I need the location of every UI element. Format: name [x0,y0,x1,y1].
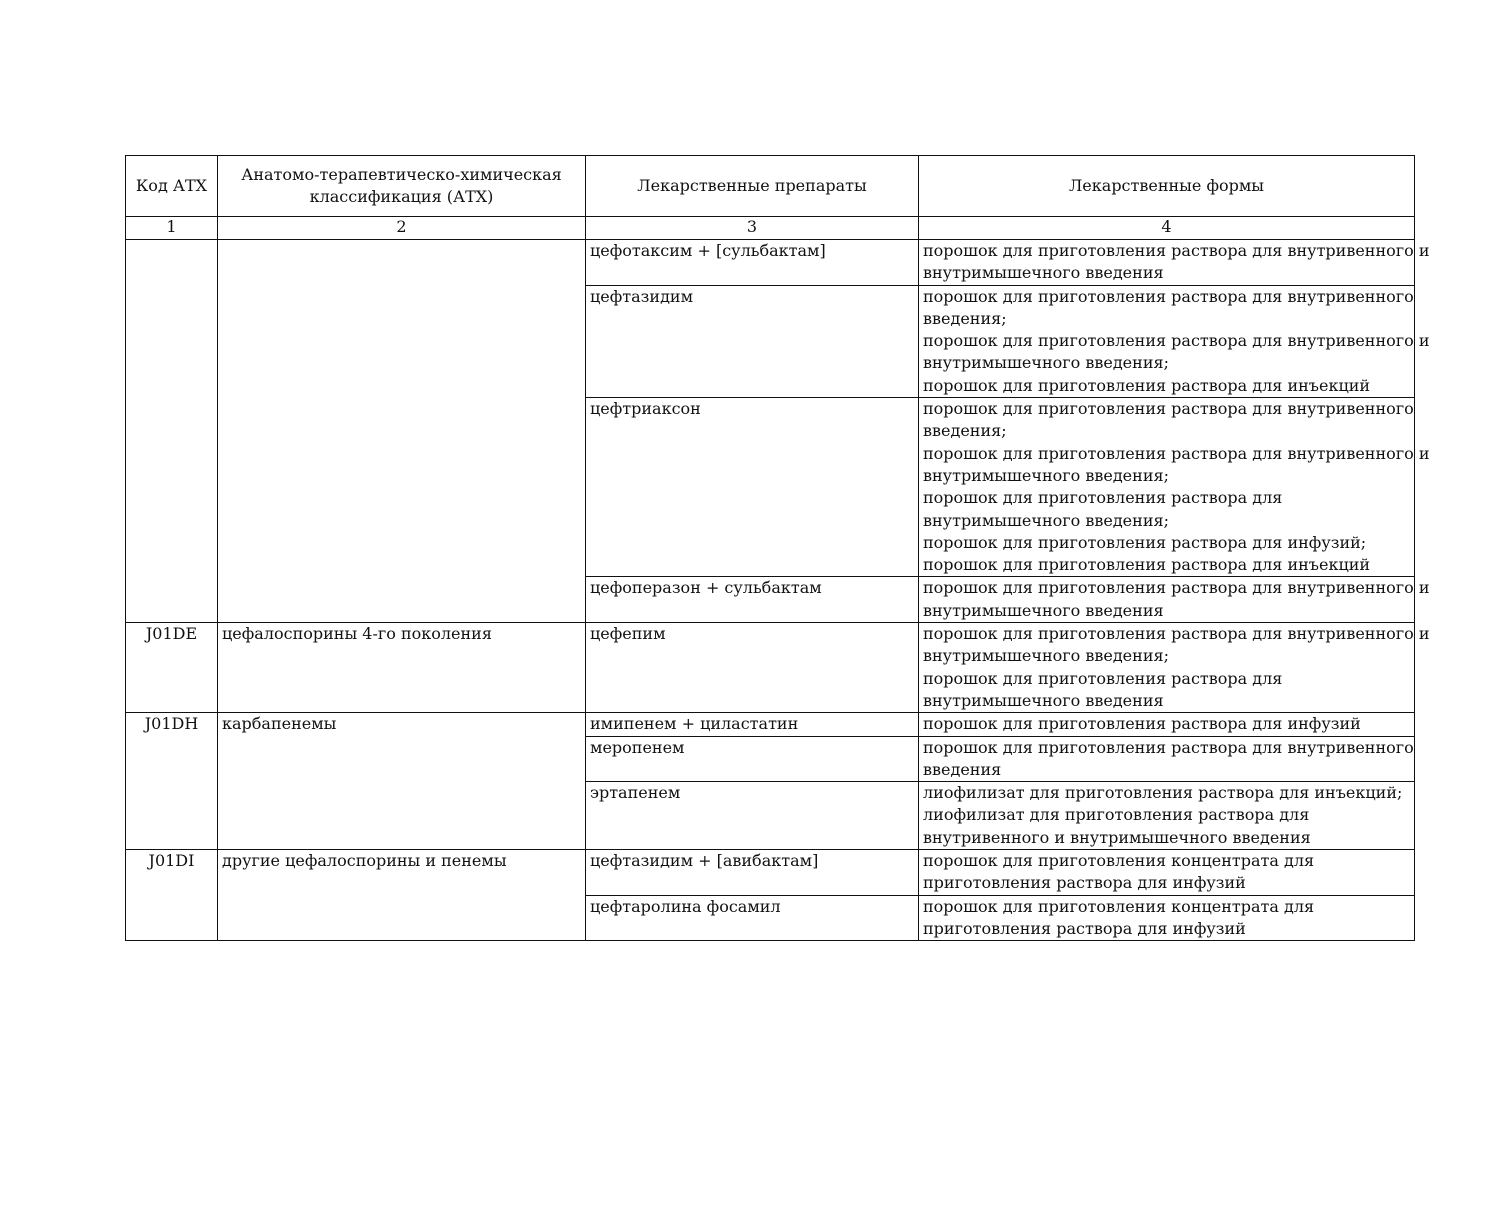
dosage-forms-cell [919,285,1430,397]
column-number: 1 [126,217,218,240]
dosage-form-line: порошок для приготовления концентрата для [923,896,1315,916]
dosage-form-line: внутримышечного введения; [923,646,1169,666]
dosage-form-line: внутримышечного введения [923,690,1164,710]
drug-name-cell: цефотаксим + [сульбактам] [586,240,919,286]
column-number: 3 [586,217,919,240]
dosage-form-line: внутримышечного введения; [923,465,1169,485]
dosage-form-line: порошок для приготовления раствора для инъекций [923,375,1371,395]
dosage-forms-cell [919,895,1415,941]
dosage-form-line: порошок для приготовления раствора для [923,668,1283,688]
drug-name-cell: цефтазидим + [авибактам] [586,850,919,896]
dosage-form-line: введения; [923,308,1007,328]
dosage-form-line: порошок для приготовления раствора для [923,488,1283,508]
header-classification: Анатомо-терапевтическо-химическая классификация (АТХ) [218,156,586,217]
dosage-forms-cell [919,850,1415,896]
dosage-form-line: внутривенного и внутримышечного введения [923,827,1311,847]
dosage-form-line: внутримышечного введения [923,600,1164,620]
dosage-form-line: лиофилизат для приготовления раствора для [923,805,1310,825]
header-drugs: Лекарственные препараты [586,156,919,217]
dosage-forms-cell [919,713,1415,736]
dosage-form-line: порошок для приготовления раствора для инъекций [923,555,1371,575]
drug-name-cell: цефтриаксон [586,398,919,577]
table-row [126,240,1415,286]
atx-classification-cell: другие цефалоспорины и пенемы [218,850,586,941]
drug-name-cell: эртапенем [586,782,919,850]
dosage-form-line: порошок для приготовления раствора для внутривенного [923,286,1414,306]
table-row [126,850,1415,896]
dosage-form-line: лиофилизат для приготовления раствора для инъекций; [923,783,1403,803]
table-row [126,713,1415,736]
dosage-forms-cell [919,240,1430,286]
dosage-forms-cell [919,736,1415,782]
dosage-form-line: порошок для приготовления концентрата для [923,851,1315,871]
dosage-form-line: порошок для приготовления раствора для инфузий; [923,532,1367,552]
dosage-form-line: порошок для приготовления раствора для внутривенного и [923,241,1430,260]
atx-classification-cell: цефалоспорины 4-го поколения [218,623,586,713]
dosage-form-line: приготовления раствора для инфузий [923,918,1246,938]
atx-table [125,155,1430,941]
dosage-forms-cell [919,782,1415,850]
dosage-form-line: внутримышечного введения; [923,510,1169,530]
drug-name-cell: цефепим [586,623,919,713]
column-number: 2 [218,217,586,240]
dosage-form-line: порошок для приготовления раствора для внутривенного и [923,578,1430,598]
drug-name-cell: меропенем [586,736,919,782]
dosage-form-line: введения [923,759,1002,779]
drug-name-cell: цефтаролина фосамил [586,895,919,941]
dosage-form-line: порошок для приготовления раствора для внутривенного [923,737,1414,757]
dosage-form-line: внутримышечного введения [923,263,1164,283]
dosage-forms-cell [919,577,1430,623]
atx-classification-cell: карбапенемы [218,713,586,850]
drug-name-cell: цефтазидим [586,285,919,397]
atx-classification-cell [218,240,586,623]
drug-name-cell: имипенем + циластатин [586,713,919,736]
atx-code-cell: J01DI [126,850,218,941]
dosage-form-line: введения; [923,421,1007,441]
dosage-form-line: приготовления раствора для инфузий [923,873,1246,893]
atx-code-cell: J01DH [126,713,218,850]
table-row [126,623,1415,713]
table-body [126,240,1430,941]
header-forms: Лекарственные формы [919,156,1415,217]
column-number-row [126,217,1415,240]
dosage-forms-cell [919,398,1430,577]
dosage-form-line: порошок для приготовления раствора для внутривенного и [923,331,1430,351]
dosage-form-line: порошок для приготовления раствора для внутривенного и [923,443,1430,463]
dosage-form-line: порошок для приготовления раствора для инфузий [923,714,1361,734]
header-row [126,156,1415,217]
drug-name-cell: цефоперазон + сульбактам [586,577,919,623]
dosage-forms-cell [919,623,1430,713]
atx-code-cell [126,240,218,623]
header-code: Код АТХ [126,156,218,217]
column-number: 4 [919,217,1415,240]
dosage-form-line: порошок для приготовления раствора для внутривенного и [923,624,1430,644]
atx-code-cell: J01DE [126,623,218,713]
dosage-form-line: порошок для приготовления раствора для внутривенного [923,399,1414,419]
dosage-form-line: внутримышечного введения; [923,353,1169,373]
